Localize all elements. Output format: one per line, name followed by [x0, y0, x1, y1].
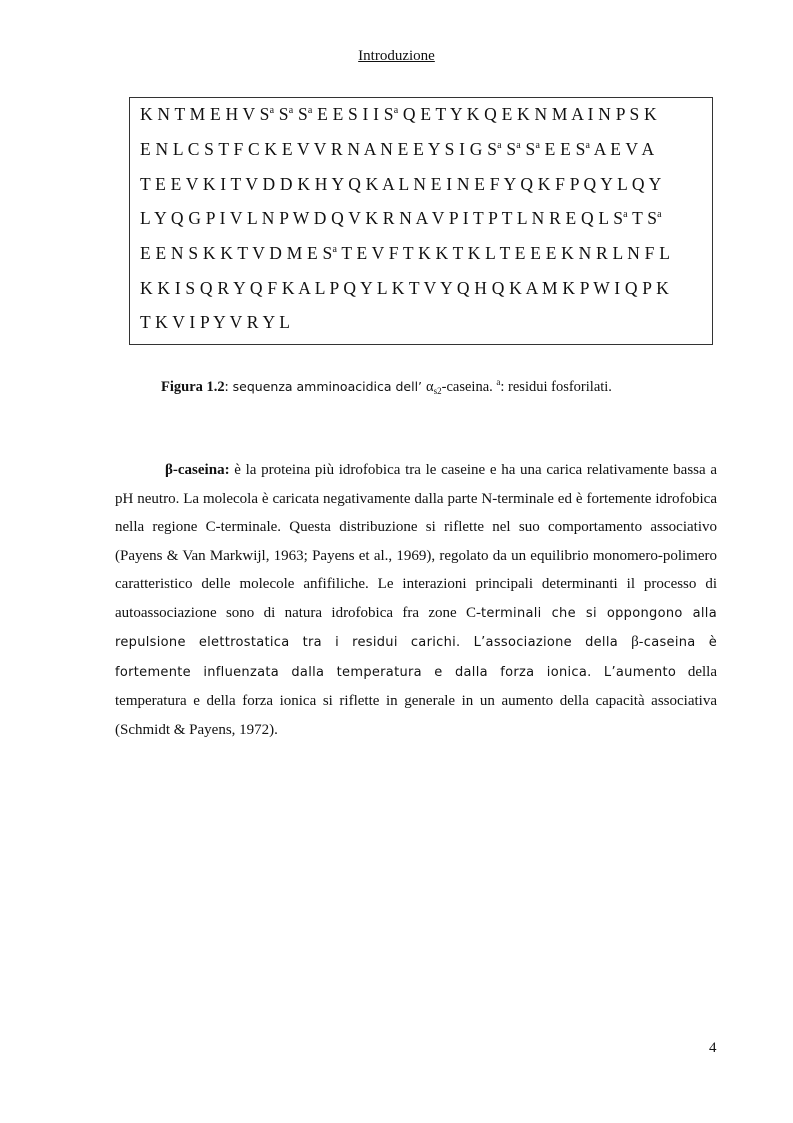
beta-symbol-2: β	[631, 634, 639, 650]
sequence-residues: K N T M E H V S	[140, 104, 270, 124]
sequence-line	[140, 104, 657, 125]
alpha-subscript: s2	[433, 386, 442, 396]
phospho-marker: a	[332, 244, 338, 255]
beta-symbol: β	[165, 462, 173, 478]
caption-superscript: a	[496, 377, 501, 387]
phospho-marker: a	[516, 140, 521, 151]
sequence-residues: T E E V K I T V D D K H Y Q K A L N E I N E F Y Q K F P Q Y L Q Y	[140, 174, 662, 194]
sequence-residues: E E S	[540, 139, 586, 159]
caption-text-2: -caseina.	[441, 379, 497, 395]
beta-casein-term: -caseina:	[172, 462, 230, 478]
sequence-line	[140, 312, 290, 333]
sequence-residues: E E S I I S	[312, 104, 394, 124]
sequence-residues: Q E T Y K Q E K N M A I N P S K	[398, 104, 657, 124]
sequence-box	[129, 97, 713, 345]
figure-label: Figura 1.2	[161, 379, 225, 395]
sequence-residues: S	[293, 104, 308, 124]
paragraph-text-3: -caseina è fortemente influenzata dalla temperatura e dalla forza ionica. L’aumento	[115, 635, 717, 680]
paragraph-text-1: è la proteina più idrofobica tra le caseine e ha una carica relativamente bassa a pH neutro. La molecola è caricata negativamente dalla parte N-terminale ed è fortemente idrofobica nella regione C-terminale. Questa distribuzione si riflette nel suo comportamento associativo (Payens & Van Markwijl, 1963; Payens et al., 1969), regolato da un equilibrio monomero-polimero caratteristico delle molecole anfifiliche. Le interazioni principali determinanti il processo di autoassociazione sono di natura idrofobica fra zone C-	[115, 462, 717, 621]
paragraph-text-4: della temperatura e della forza ionica si riflette in generale in un aumento della capacità associativa (Schmidt & Payens, 1972).	[115, 663, 717, 738]
sequence-residues: T S	[627, 208, 658, 228]
alpha-symbol: α	[426, 379, 434, 395]
sequence-line	[140, 174, 662, 195]
sequence-line	[140, 208, 662, 229]
sequence-residues: E E N S K K T V D M E S	[140, 243, 333, 263]
page-header: Introduzione	[358, 48, 435, 64]
phospho-marker: a	[307, 105, 313, 116]
sequence-residues: S	[274, 104, 289, 124]
sequence-residues: S	[520, 139, 536, 159]
caption-colon: :	[224, 379, 229, 395]
sequence-residues: L Y Q G P I V L N P W D Q V K R N A V P I T P T L N R E Q L S	[140, 208, 624, 228]
sequence-residues: T K V I P Y V R Y L	[140, 312, 291, 332]
phospho-marker: a	[288, 105, 294, 116]
sequence-residues: E N L C S T F C K E V V R N A N E E Y S I G S	[140, 139, 498, 159]
sequence-line	[140, 243, 670, 264]
sequence-residues: K K I S Q R Y Q F K A L P Q Y L K T V Y Q H Q K A M K P W I Q P K	[140, 278, 669, 298]
sequence-line	[140, 278, 669, 299]
sequence-residues: T E V F T K K T K L T E E E K N R L N F L	[337, 243, 671, 263]
phospho-marker: a	[623, 209, 628, 220]
beta-casein-paragraph	[115, 456, 717, 744]
figure-caption	[161, 379, 612, 396]
sequence-residues: A E V A	[590, 139, 655, 159]
paragraph-text-2: terminali che si oppongono alla repulsione elettrostatica tra i residui carichi. L’associazione della	[115, 605, 717, 650]
caption-text-3: : residui fosforilati.	[500, 379, 612, 395]
phospho-marker: a	[535, 140, 541, 151]
caption-text: sequenza amminoacidica dell’	[228, 379, 427, 394]
phospho-marker: a	[585, 140, 591, 151]
phospho-marker: a	[497, 140, 502, 151]
page-number: 4	[709, 1040, 717, 1056]
phospho-marker: a	[393, 105, 399, 116]
sequence-line	[140, 139, 654, 160]
phospho-marker: a	[657, 209, 662, 220]
phospho-marker: a	[269, 105, 275, 116]
sequence-residues: S	[501, 139, 517, 159]
